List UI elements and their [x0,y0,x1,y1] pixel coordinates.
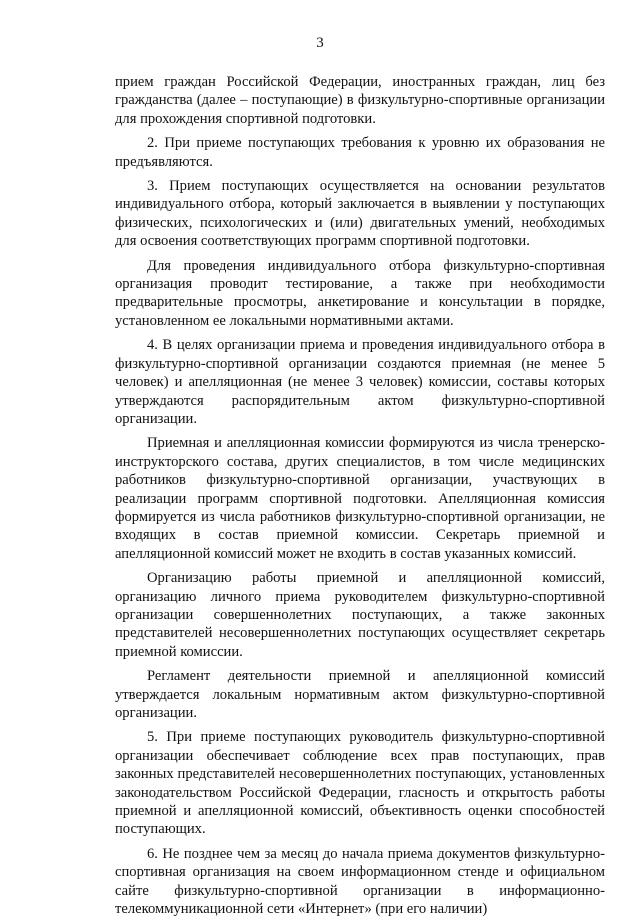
paragraph-item-3: 3. Прием поступающих осуществляется на основании результатов индивидуального отбора, который заключается в выявлении у поступающих физических, психологических и (или) двигательных умений, необходимых для освоения соответствующих программ спортивной подготовки. [115,178,605,250]
paragraph-commission-formation: Приемная и апелляционная комиссии формируются из числа тренерско-инструкторского состава, других специалистов, в том числе медицинских работников физкультурно-спортивной организации, участвующих в реализации программ спортивной подготовки. Апелляционная комиссия формируется из числа работников физкультурно-спортивной организации, не входящих в состав приемной комиссии. Секретарь приемной и апелляционной комиссий может не входить в состав указанных комиссий. [115,435,605,562]
paragraph-continued: прием граждан Российской Федерации, иностранных граждан, лиц без гражданства (далее – поступающие) в физкультурно-спортивные организации для прохождения спортивной подготовки. [115,74,605,127]
paragraph-item-4: 4. В целях организации приема и проведения индивидуального отбора в физкультурно-спортивной организации создаются приемная (не менее 5 человек) и апелляционная (не менее 3 человек) комиссии, составы которых утверждаются распорядительным актом физкультурно-спортивной организации. [115,337,605,427]
paragraph-item-6: 6. Не позднее чем за месяц до начала приема документов физкультурно-спортивная организация на своем информационном стенде и официальном сайте физкультурно-спортивной организации в информационно-телекоммуникационной сети «Интернет» (при его наличии) [115,845,605,918]
page-number: 3 [316,35,324,51]
paragraph-item-2: 2. При приеме поступающих требования к уровню их образования не предъявляются. [115,135,605,170]
paragraph-individual-selection: Для проведения индивидуального отбора физкультурно-спортивная организация проводит тестирование, а также при необходимости предварительные просмотры, анкетирование и консультации в порядке, установленном ее локальными нормативными актами. [115,257,605,329]
paragraph-commission-organization: Организацию работы приемной и апелляционной комиссий, организацию личного приема руководителем физкультурно-спортивной организации совершеннолетних поступающих, а также законных представителей несовершеннолетних поступающих осуществляет секретарь приемной комиссии. [115,570,605,660]
paragraph-commission-regulation: Регламент деятельности приемной и апелляционной комиссий утверждается локальным нормативным актом физкультурно-спортивной организации. [115,668,605,721]
document-text [115,73,605,924]
paragraph-item-5: 5. При приеме поступающих руководитель физкультурно-спортивной организации обеспечивает соблюдение всех прав поступающих, прав законных представителей несовершеннолетних поступающих, установленных законодательством Российской Федерации, гласность и открытость работы приемной и апелляционной комиссий, объективность оценки способностей поступающих. [115,729,605,838]
